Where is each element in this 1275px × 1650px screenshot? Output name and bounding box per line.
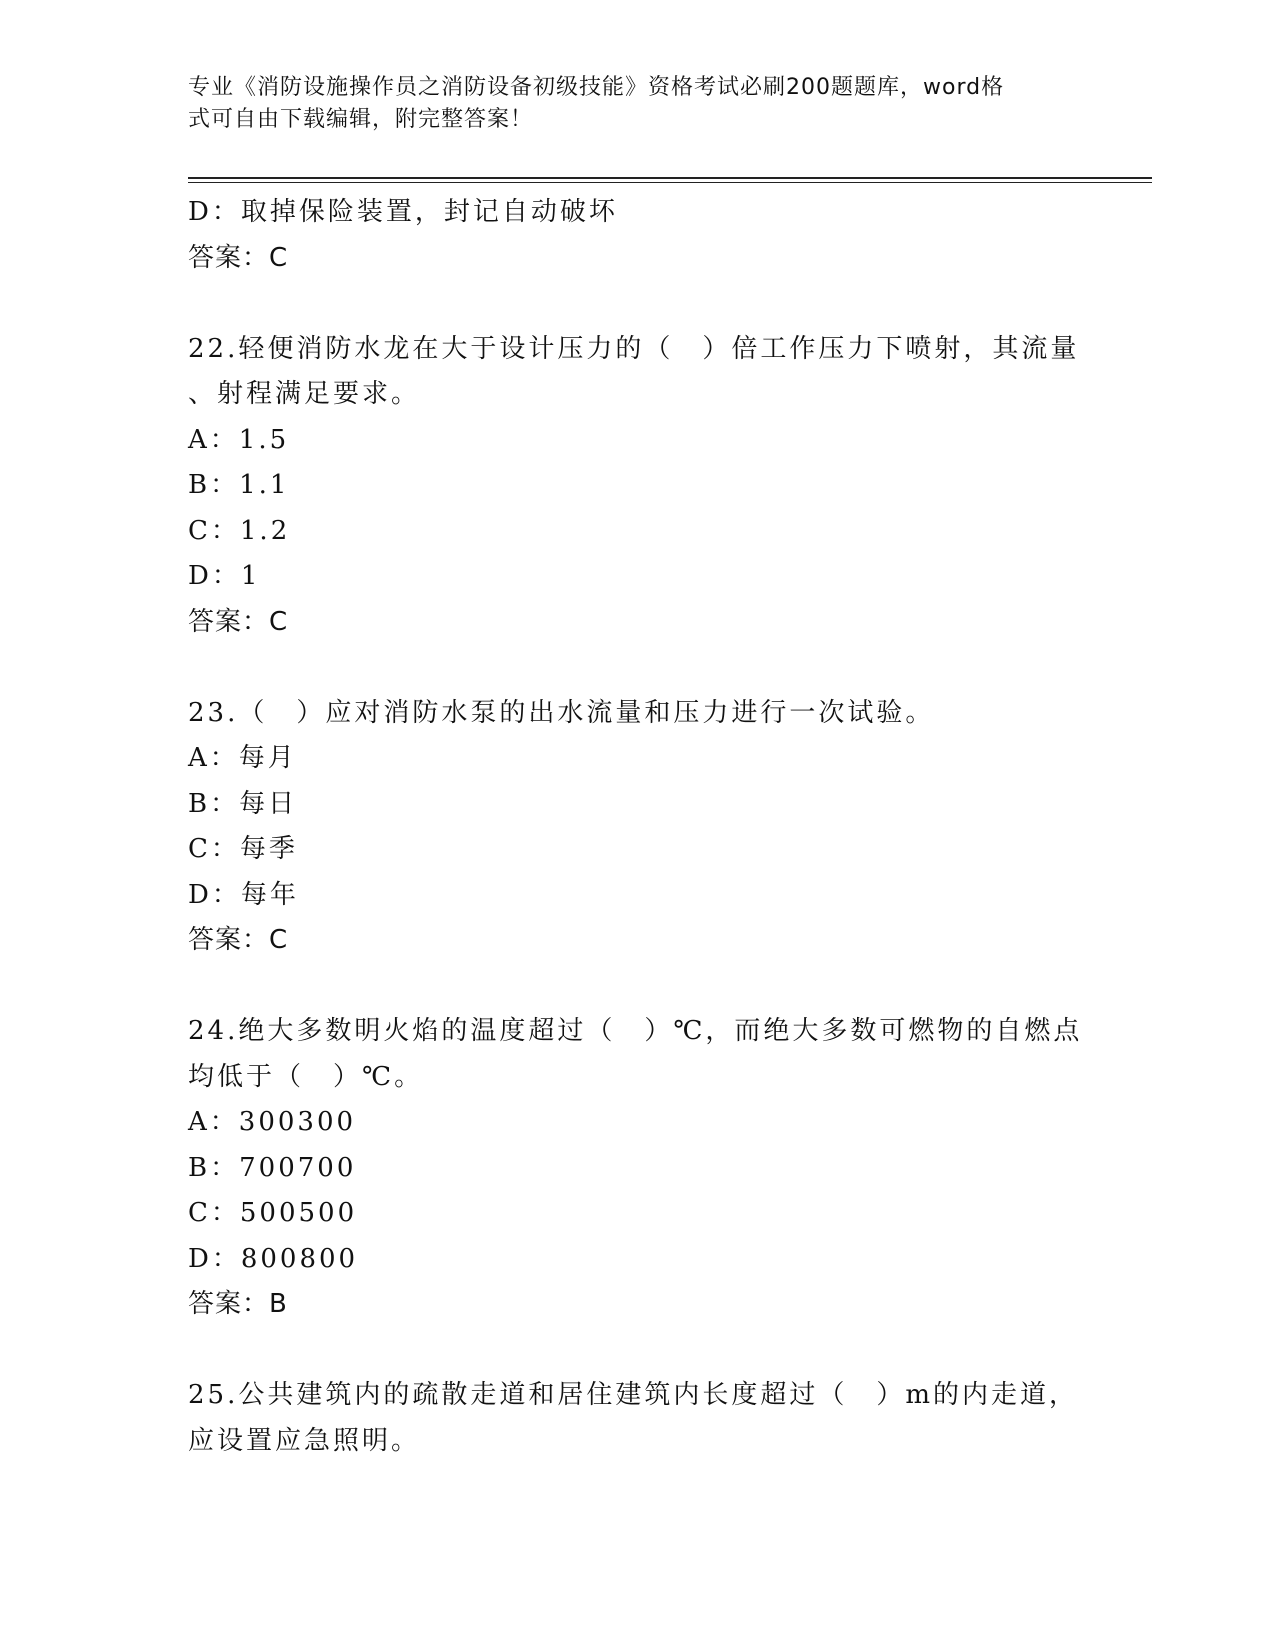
document-header	[188, 72, 1068, 136]
option-b: B：700700	[188, 1152, 357, 1183]
option-d: D：每年	[188, 879, 299, 910]
answer: 答案：B	[188, 1289, 288, 1319]
spacer	[188, 645, 1088, 691]
answer: 答案：C	[188, 925, 289, 955]
spacer	[188, 964, 1088, 1010]
question-stem-continued: 、射程满足要求。	[188, 379, 421, 409]
header-line-1: 专业《消防设施操作员之消防设备初级技能》资格考试必刷200题题库，word格	[188, 75, 1005, 100]
header-divider-thick	[188, 177, 1152, 179]
question-stem: 24.绝大多数明火焰的温度超过（ ）℃，而绝大多数可燃物的自燃点	[188, 1016, 1083, 1046]
question-stem: 23.（ ）应对消防水泵的出水流量和压力进行一次试验。	[188, 697, 935, 728]
option-c: C：500500	[188, 1198, 358, 1228]
header-divider-thin	[188, 182, 1152, 183]
spacer	[188, 281, 1088, 327]
question-25	[188, 1373, 1088, 1464]
question-stem-continued: 应设置应急照明。	[188, 1425, 421, 1456]
option-d: D：取掉保险装置，封记自动破坏	[188, 197, 618, 227]
option-b: B：1.1	[188, 470, 290, 500]
option-a: A：每月	[188, 743, 297, 773]
option-c: C：1.2	[188, 515, 291, 546]
header-line-2: 式可自由下载编辑，附完整答案！	[188, 107, 534, 132]
option-c: C：每季	[188, 834, 298, 864]
question-list	[188, 190, 1088, 1464]
question-stem: 22.轻便消防水龙在大于设计压力的（ ）倍工作压力下喷射，其流量	[188, 333, 1080, 364]
question-21-tail	[188, 190, 1088, 281]
option-b: B：每日	[188, 788, 298, 819]
question-22	[188, 327, 1088, 646]
spacer	[188, 1328, 1088, 1374]
question-stem: 25.公共建筑内的疏散走道和居住建筑内长度超过（ ）m的内走道，	[188, 1380, 1079, 1410]
option-d: D：1	[188, 561, 261, 591]
answer: 答案：C	[188, 242, 289, 273]
option-d: D：800800	[188, 1243, 359, 1274]
question-23	[188, 691, 1088, 964]
question-stem-continued: 均低于（ ）℃。	[188, 1061, 424, 1092]
answer: 答案：C	[188, 606, 289, 637]
option-a: A：1.5	[188, 424, 290, 455]
option-a: A：300300	[188, 1107, 357, 1137]
question-24	[188, 1009, 1088, 1328]
